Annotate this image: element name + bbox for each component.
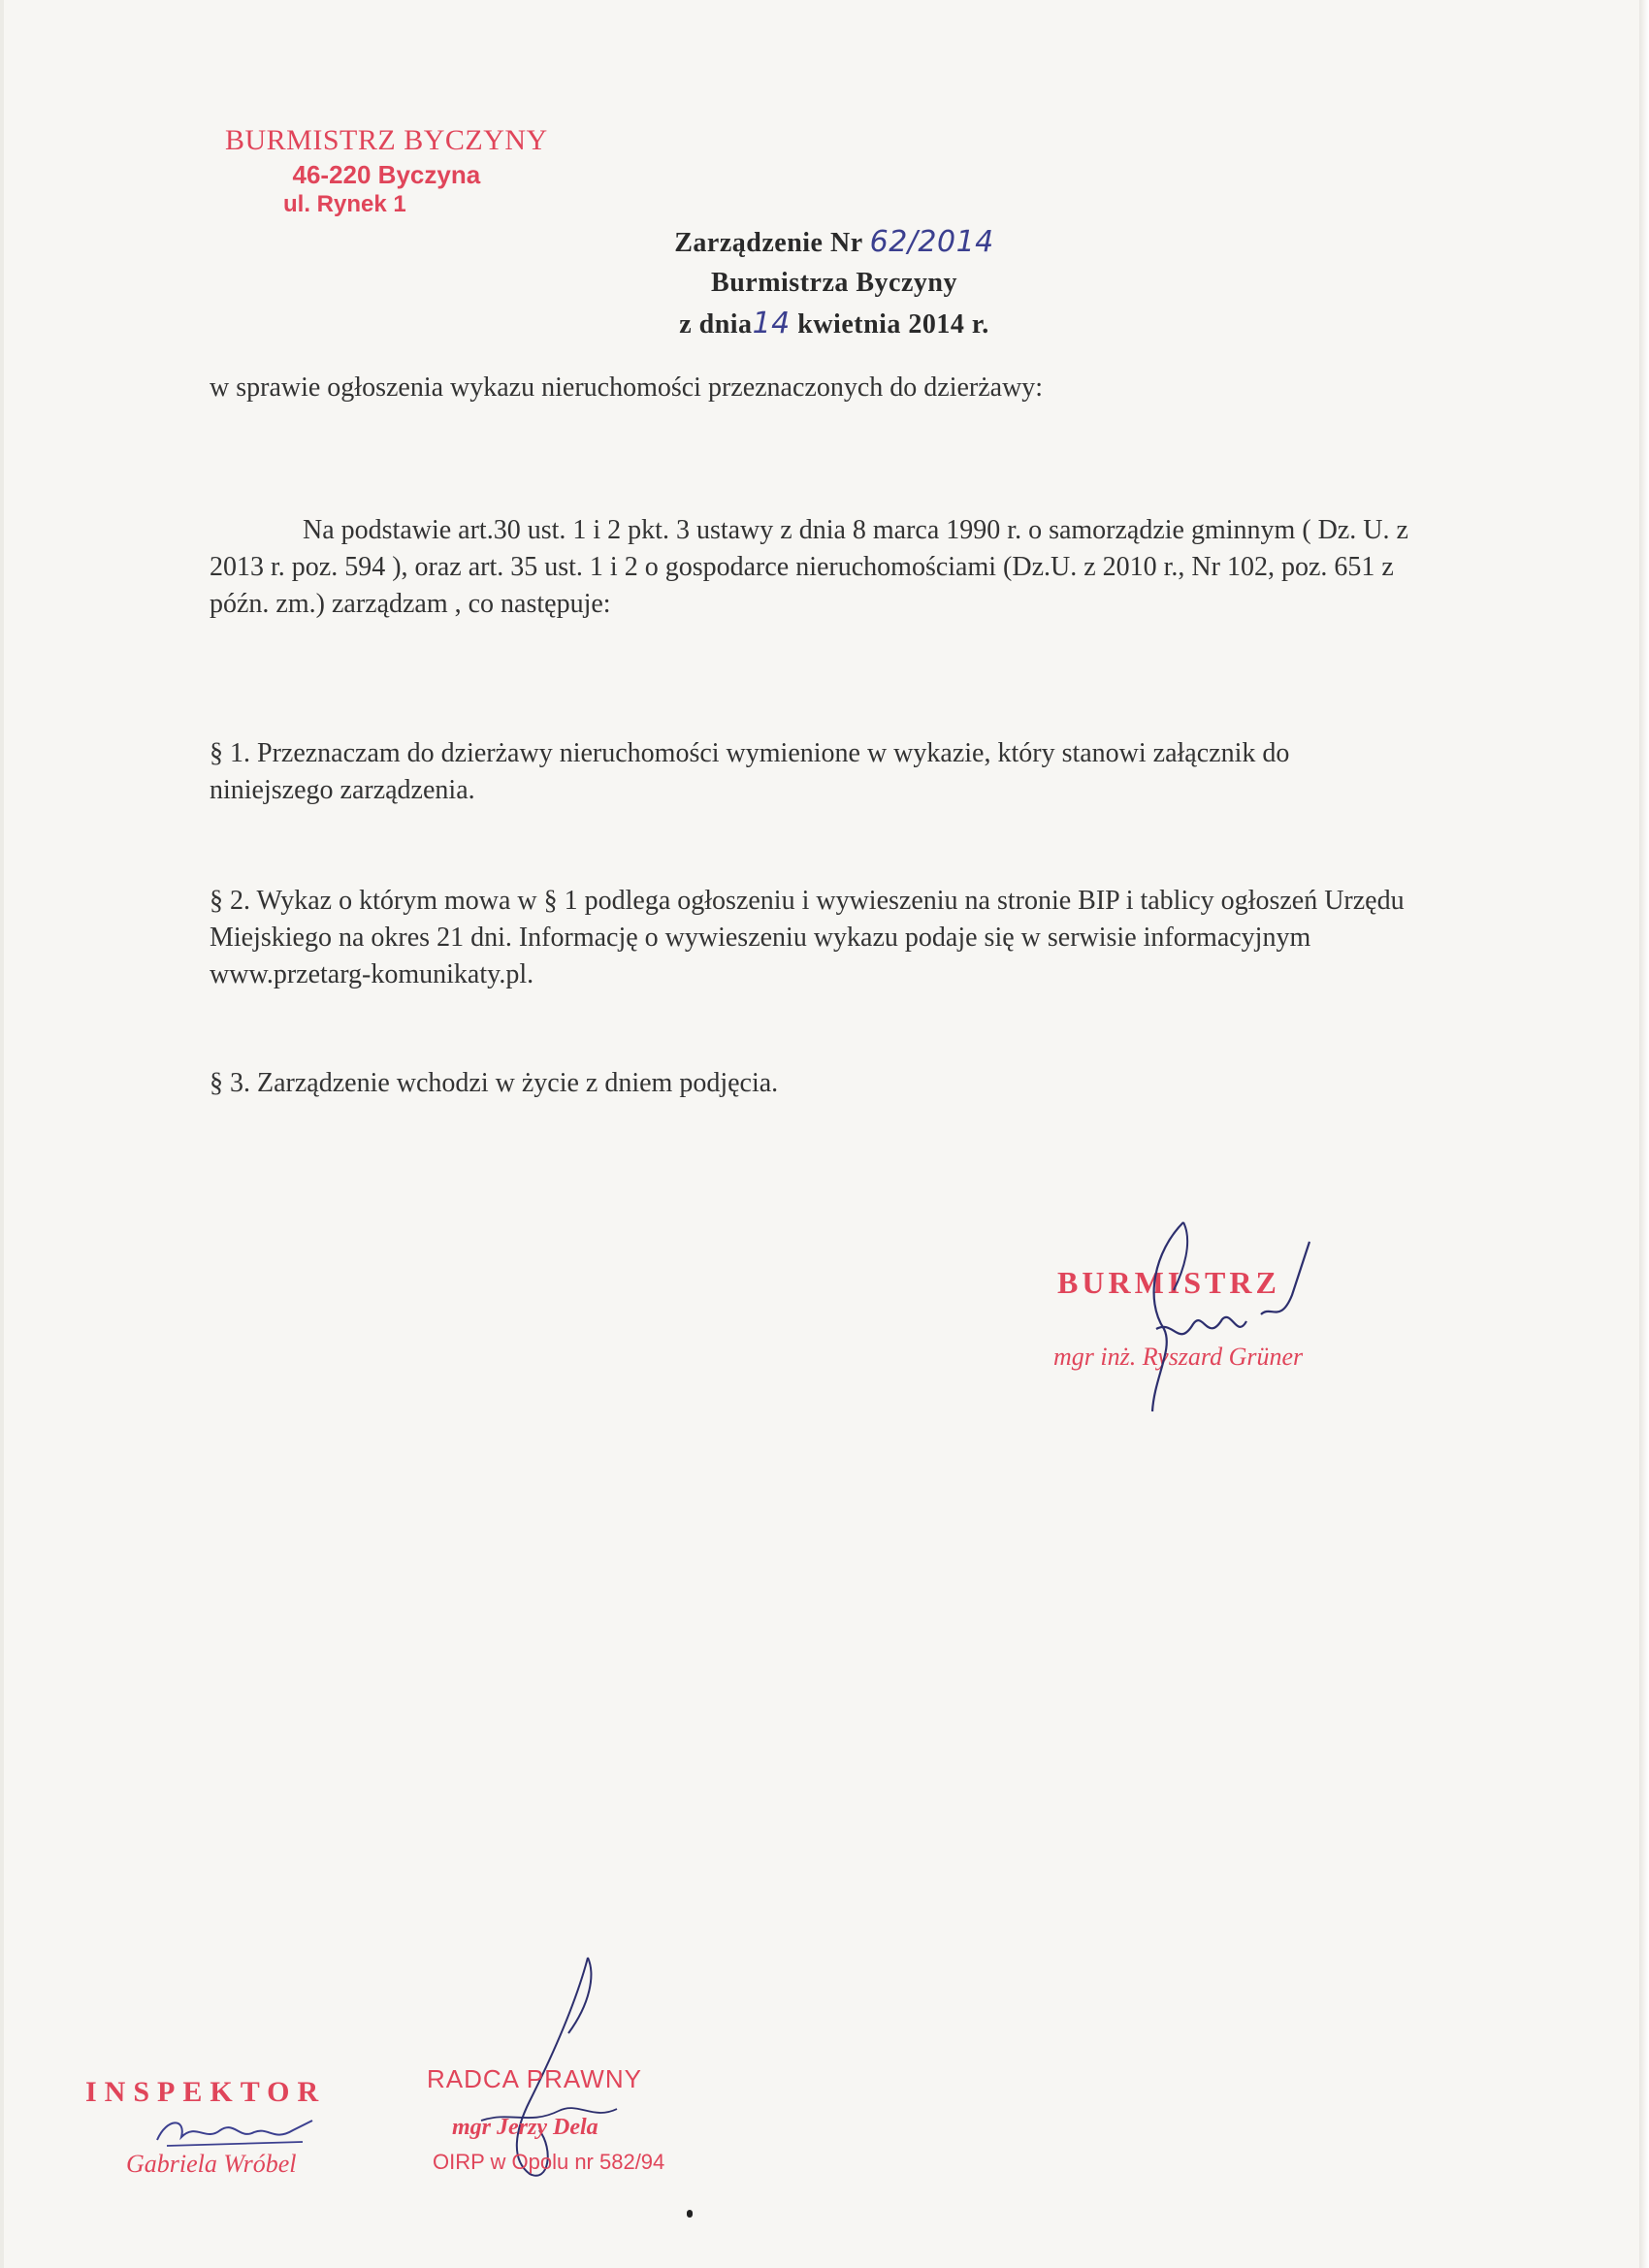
mayor-signature-block [1038, 1213, 1368, 1426]
title-prefix: Zarządzenie Nr [674, 228, 863, 258]
mayor-stamp-title: BURMISTRZ [1057, 1265, 1280, 1300]
title-line-1 [563, 221, 1106, 264]
scan-edge-right [1639, 0, 1649, 2268]
issuer-stamp-title: BURMISTRZ BYCZYNY [225, 124, 548, 156]
scan-edge-left [0, 0, 4, 2268]
date-suffix: kwietnia 2014 r. [797, 309, 989, 340]
legal-basis-paragraph: Na podstawie art.30 ust. 1 i 2 pkt. 3 ustawy z dnia 8 marca 1990 r. o samorządzie gminnym ( Dz. U. z 2013 r. poz. 594 ), oraz art. 35 ust. 1 i 2 o gospodarce nieruchomościami (Dz.U. z 2010 r., Nr 102, poz. 651 z późn. zm.) zarządzam , co następuje: [210, 515, 1408, 620]
title-line-2: Burmistrza Byczyny [711, 267, 957, 298]
document-title [563, 221, 1106, 345]
section-1: § 1. Przeznaczam do dzierżawy nieruchomości wymienione w wykazie, który stanowi załącznik do niniejszego zarządzenia. [210, 738, 1290, 806]
inspector-stamp-name: Gabriela Wróbel [126, 2150, 297, 2178]
ink-dot [687, 2210, 693, 2218]
document-subject: w sprawie ogłoszenia wykazu nieruchomości przeznaczonych do dzierżawy: [210, 373, 1044, 403]
issuer-stamp-postcode: 46-220 Byczyna [292, 159, 481, 189]
legal-advisor-stamp-name: mgr Jerzy Dela [452, 2115, 598, 2140]
date-prefix: z dnia [679, 309, 753, 340]
handwritten-day: 14 [752, 307, 791, 341]
legal-advisor-stamp-registry: OIRP w Opolu nr 582/94 [433, 2150, 665, 2174]
inspector-handwritten-signature [147, 2113, 322, 2152]
issuer-stamp-street: ul. Rynek 1 [283, 191, 406, 217]
mayor-handwritten-signature [1038, 1213, 1368, 1426]
issuer-stamp [225, 122, 548, 219]
inspector-stamp-title: INSPEKTOR [85, 2076, 327, 2108]
legal-advisor-stamp-title: RADCA PRAWNY [427, 2064, 642, 2093]
inspector-stamp [85, 2072, 396, 2188]
title-line-3 [563, 303, 1106, 345]
mayor-stamp-name: mgr inż. Ryszard Grüner [1053, 1343, 1304, 1371]
handwritten-order-number: 62/2014 [869, 225, 994, 259]
section-2: § 2. Wykaz o którym mowa w § 1 podlega ogłoszeniu i wywieszeniu na stronie BIP i tablicy ogłoszeń Urzędu Miejskiego na okres 21 dni. Informację o wywieszeniu wykazu podaje się w serwisie informacyjnym www.przetarg-komunikaty.pl. [210, 886, 1405, 990]
legal-advisor-stamp [423, 1956, 743, 2198]
section-3: § 3. Zarządzenie wchodzi w życie z dniem podjęcia. [210, 1068, 779, 1098]
